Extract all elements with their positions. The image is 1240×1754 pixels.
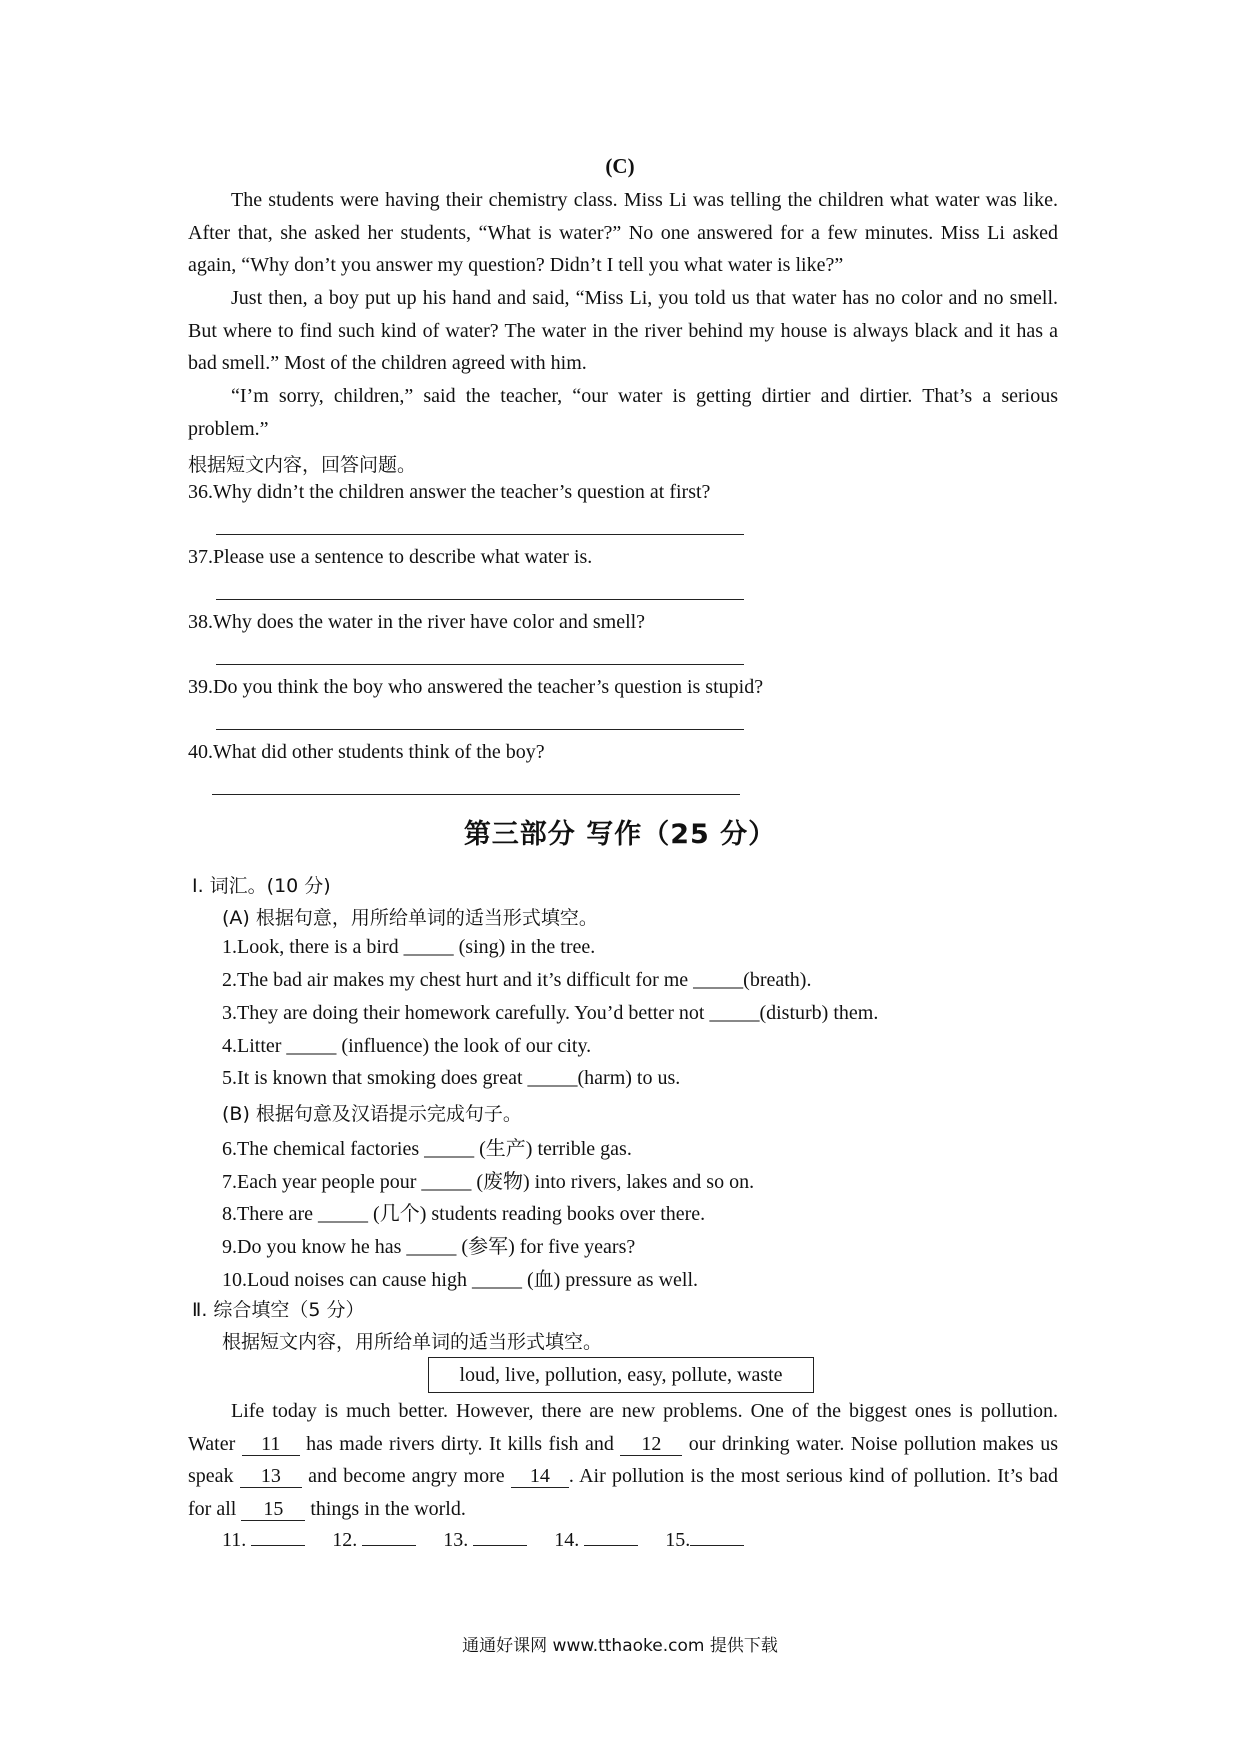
answer-blank-11[interactable] [251, 1525, 305, 1546]
cloze-blank-11[interactable]: 11 [242, 1433, 300, 1456]
passage-paragraph-3: “I’m sorry, children,” said the teacher, “our water is getting dirtier and dirtier. That’s a serious problem.” [188, 385, 1058, 440]
answer-blank-14[interactable] [584, 1525, 638, 1546]
reading-instruction: 根据短文内容，回答问题。 [188, 454, 417, 476]
part1-b-instruction: (B) 根据句意及汉语提示完成句子。 [222, 1103, 522, 1125]
cloze-blank-15[interactable]: 15 [241, 1498, 305, 1521]
cloze-text-3: our drinking water. Noise pollution makes us speak [188, 1432, 1058, 1487]
answer-blank-15[interactable] [690, 1525, 744, 1546]
section-title: 第三部分 写作（25 分） [463, 819, 777, 850]
answer-line-36[interactable] [216, 534, 744, 535]
answer-label-12: 12. [332, 1529, 358, 1551]
passage-paragraph-2: Just then, a boy put up his hand and said, “Miss Li, you told us that water has no color and no smell. But where to find such kind of water? The water in the river behind my house is always black and it has a bad smell.” Most of the children agreed with him. [188, 287, 1058, 374]
answer-item-15 [665, 1525, 744, 1552]
cloze-text-2: has made rivers dirty. It kills fish and [299, 1432, 621, 1455]
answer-item-12 [332, 1525, 416, 1552]
cloze-text-5: . Air pollution is the most serious kind of pollution. It’s bad for all [188, 1465, 1058, 1520]
cloze-text-4: and become angry more [301, 1465, 511, 1487]
answer-line-37[interactable] [216, 599, 744, 600]
vocab-item-9: 9.Do you know he has _____ (参军) for five years? [222, 1236, 636, 1258]
cloze-passage [188, 1395, 1058, 1525]
passage-paragraph-1: The students were having their chemistry class. Miss Li was telling the children what water was like. After that, she asked her students, “What is water?” No one answered for a few minutes. Miss Li asked again, “Why don’t you answer my question? Didn’t I tell you what water is like?” [188, 189, 1058, 276]
page-footer: 通通好课网 www.tthaoke.com 提供下载 [462, 1636, 778, 1656]
answer-line-39[interactable] [216, 729, 744, 730]
vocab-item-1: 1.Look, there is a bird _____ (sing) in the tree. [222, 936, 596, 958]
question-38: 38.Why does the water in the river have color and smell? [188, 611, 646, 633]
vocab-item-5: 5.It is known that smoking does great _____(harm) to us. [222, 1067, 681, 1089]
question-37: 37.Please use a sentence to describe what water is. [188, 546, 593, 568]
vocab-item-2: 2.The bad air makes my chest hurt and it’s difficult for me _____(breath). [222, 969, 812, 991]
vocab-item-3: 3.They are doing their homework carefully. You’d better not _____(disturb) them. [222, 1002, 879, 1024]
word-box: loud, live, pollution, easy, pollute, waste [428, 1357, 814, 1393]
answer-label-15: 15. [665, 1529, 691, 1551]
answer-label-11: 11. [222, 1529, 247, 1551]
cloze-blank-12[interactable]: 12 [620, 1433, 682, 1456]
vocab-item-4: 4.Litter _____ (influence) the look of our city. [222, 1035, 592, 1057]
answer-line-40[interactable] [212, 794, 740, 795]
vocab-item-6: 6.The chemical factories _____ (生产) terrible gas. [222, 1138, 632, 1160]
answer-item-11 [222, 1525, 305, 1552]
part2-instruction: 根据短文内容，用所给单词的适当形式填空。 [222, 1331, 603, 1353]
cloze-blank-13[interactable]: 13 [240, 1465, 302, 1488]
question-39: 39.Do you think the boy who answered the teacher’s question is stupid? [188, 676, 764, 698]
vocab-item-10: 10.Loud noises can cause high _____ (血) pressure as well. [222, 1269, 698, 1291]
passage-label: (C) [605, 154, 635, 178]
answer-blank-12[interactable] [362, 1525, 416, 1546]
answer-label-14: 14. [554, 1529, 580, 1551]
answer-row [222, 1525, 766, 1552]
cloze-blank-14[interactable]: 14 [511, 1465, 569, 1488]
part2-heading: Ⅱ. 综合填空（5 分） [192, 1299, 365, 1321]
answer-item-13 [443, 1525, 527, 1552]
cloze-text-1: Life today is much better. However, there are new problems. One of the biggest ones is pollution. Water [188, 1400, 1058, 1455]
part1-a-instruction: (A) 根据句意，用所给单词的适当形式填空。 [222, 907, 598, 929]
part1-heading: Ⅰ. 词汇。(10 分) [192, 875, 331, 897]
question-36: 36.Why didn’t the children answer the teacher’s question at first? [188, 481, 711, 503]
question-40: 40.What did other students think of the boy? [188, 741, 545, 763]
vocab-item-8: 8.There are _____ (几个) students reading books over there. [222, 1203, 706, 1225]
cloze-text-6: things in the world. [305, 1497, 466, 1520]
answer-label-13: 13. [443, 1529, 469, 1551]
answer-line-38[interactable] [216, 664, 744, 665]
answer-item-14 [554, 1525, 638, 1552]
vocab-item-7: 7.Each year people pour _____ (废物) into rivers, lakes and so on. [222, 1171, 755, 1193]
answer-blank-13[interactable] [473, 1525, 527, 1546]
